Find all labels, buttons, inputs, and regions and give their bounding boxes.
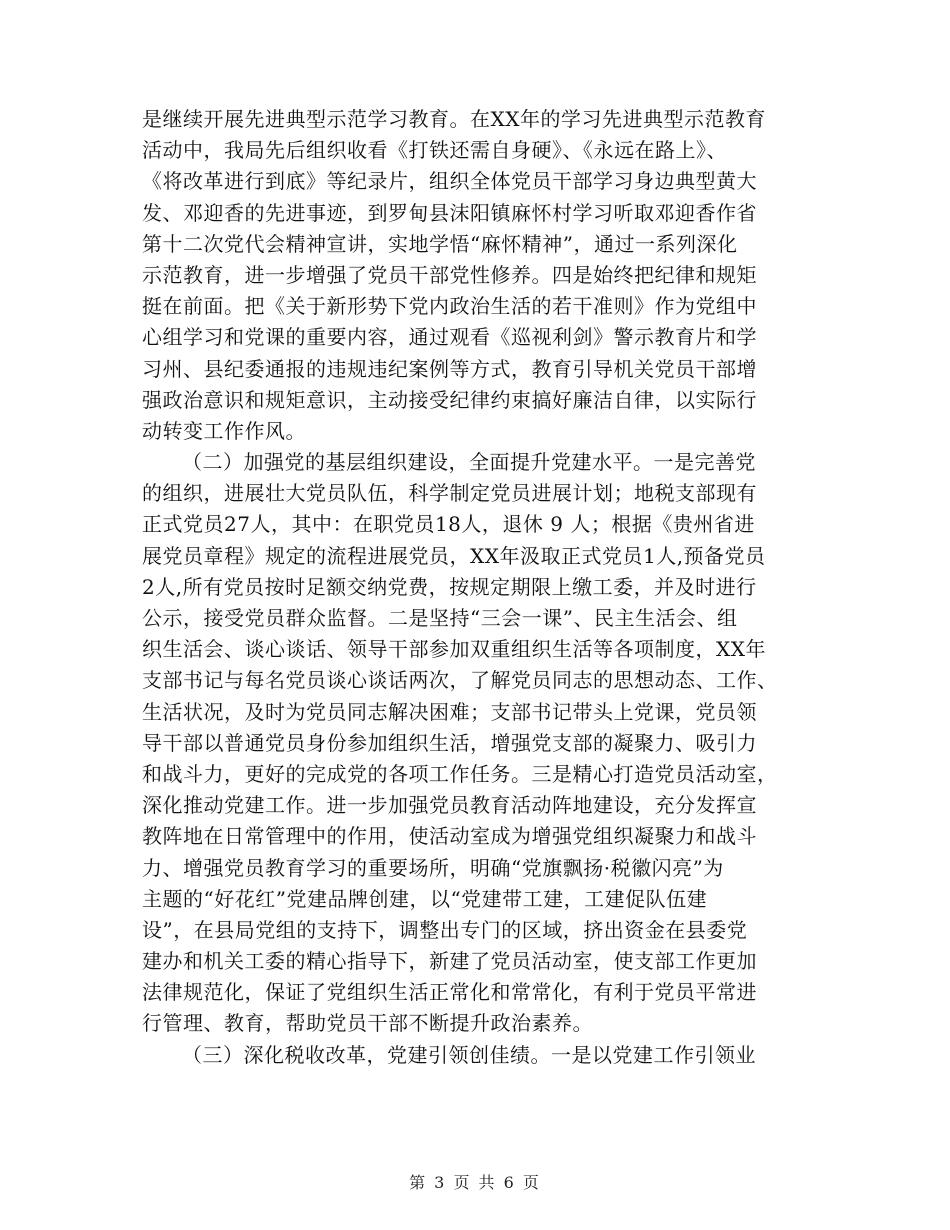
text-line: 深化推动党建工作。进一步加强党员教育活动阵地建设，充分发挥宣 xyxy=(142,793,757,818)
paragraph-1-continued xyxy=(142,104,810,447)
text-line: 和战斗力，更好的完成党的各项工作任务。三是精心打造党员活动室， xyxy=(142,761,778,786)
text-line: 动转变工作作风。 xyxy=(142,418,306,443)
text-line: 第十二次党代会精神宣讲，实地学悟“麻怀精神”，通过一系列深化 xyxy=(142,231,738,256)
text-line: 展党员章程》规定的流程进展党员，XX年汲取正式党员1人,预备党员 xyxy=(142,543,766,568)
text-line: 是继续开展先进典型示范学习教育。在XX年的学习先进典型示范教育 xyxy=(142,107,766,131)
text-line: 强政治意识和规矩意识，主动接受纪律约束搞好廉洁自律，以实际行 xyxy=(142,387,757,412)
text-line: 织生活会、谈心谈话、领导干部参加双重组织生活等各项制度，XX年 xyxy=(142,637,766,662)
text-line: 心组学习和党课的重要内容，通过观看《巡视利剑》警示教育片和学 xyxy=(142,325,757,350)
text-line: 支部书记与每名党员谈心谈话两次，了解党员同志的思想动态、工作、 xyxy=(142,668,778,693)
text-line: 的组织，进展壮大党员队伍，科学制定党员进展计划；地税支部现有 xyxy=(142,481,757,506)
text-line: 《将改革进行到底》等纪录片，组织全体党员干部学习身边典型黄大 xyxy=(142,169,757,194)
paragraph-3 xyxy=(142,1040,810,1071)
text-line: 行管理、教育，帮助党员干部不断提升政治素养。 xyxy=(142,1011,593,1036)
text-line-indented: （二）加强党的基层组织建设，全面提升党建水平。一是完善党 xyxy=(182,450,756,475)
text-line: 活动中，我局先后组织收看《打铁还需自身硬》、《永远在路上》、 xyxy=(142,138,727,163)
text-line: 生活状况，及时为党员同志解决困难；支部书记带头上党课，党员领 xyxy=(142,699,757,724)
document-page xyxy=(142,104,810,1071)
paragraph-2 xyxy=(142,447,810,1040)
text-line: 习州、县纪委通报的违规违纪案例等方式，教育引导机关党员干部增 xyxy=(142,356,757,381)
text-line: 教阵地在日常管理中的作用，使活动室成为增强党组织凝聚力和战斗 xyxy=(142,824,757,849)
text-line-indented: （三）深化税收改革，党建引领创佳绩。一是以党建工作引领业 xyxy=(182,1042,756,1067)
text-line: 设”，在县局党组的支持下，调整出专门的区域，挤出资金在县委党 xyxy=(142,917,748,942)
text-line: 法律规范化，保证了党组织生活正常化和常常化，有利于党员平常进 xyxy=(142,980,757,1005)
page-footer: 第 3 页 共 6 页 xyxy=(409,1173,541,1192)
text-line: 发、邓迎香的先进事迹，到罗甸县沫阳镇麻怀村学习听取邓迎香作省 xyxy=(142,200,757,225)
text-line: 主题的“好花红”党建品牌创建，以“党建带工建，工建促队伍建 xyxy=(142,886,708,911)
text-line: 建办和机关工委的精心指导下，新建了党员活动室，使支部工作更加 xyxy=(142,949,757,974)
text-line: 示范教育，进一步增强了党员干部党性修养。四是始终把纪律和规矩 xyxy=(142,262,757,287)
text-line: 力、增强党员教育学习的重要场所，明确“党旗飘扬·税徽闪亮”为 xyxy=(142,855,724,880)
text-line: 公示，接受党员群众监督。二是坚持“三会一课”、民主生活会、组 xyxy=(142,606,738,630)
text-line: 2人,所有党员按时足额交纳党费，按规定期限上缴工委，并及时进行 xyxy=(142,574,757,599)
text-line: 正式党员27人，其中：在职党员18人，退休 9 人；根据《贵州省进 xyxy=(142,512,755,537)
text-line: 导干部以普通党员身份参加组织生活，增强党支部的凝聚力、吸引力 xyxy=(142,730,757,755)
text-line: 挺在前面。把《关于新形势下党内政治生活的若干准则》作为党组中 xyxy=(142,294,757,319)
